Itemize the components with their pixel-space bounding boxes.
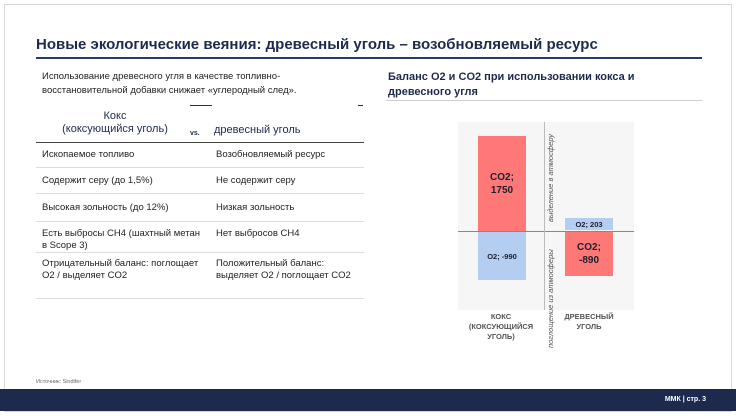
bar-label-coke-co2: CO2; 1750 (490, 171, 514, 196)
bar-coke-co2 (478, 136, 526, 231)
zero-axis (458, 231, 634, 232)
intro-text: Использование древесного угля в качестве топливно-восстановительной добавки снижает «углеродный след». (42, 71, 297, 96)
table-row-rule (36, 221, 364, 222)
table-row-rule (36, 298, 364, 299)
table-cell-wood: Положительный баланс: выделяет O2 / поглощает CO2 (216, 258, 351, 281)
lower-axis-label: поглощение из атмосферы (546, 249, 555, 348)
table-cell-coke: Отрицательный баланс: поглощает O2 / выделяет CO2 (42, 258, 199, 281)
coke-header-line1: Кокс (103, 110, 127, 122)
divider-short (358, 105, 363, 106)
category-label-wood (549, 312, 629, 332)
title-divider (36, 57, 702, 59)
wood-column-header: древесный уголь (214, 124, 301, 136)
chart-title-rule (386, 100, 702, 101)
table-header-rule (36, 142, 364, 143)
coke-header-line2: (коксующийся уголь) (62, 123, 168, 135)
upper-axis-label: выделение в атмосферу (546, 133, 555, 222)
table-cell-coke: Высокая зольность (до 12%) (42, 202, 169, 213)
category-label-line: УГОЛЬ) (487, 332, 515, 341)
bar-label-wood-o2: O2; 203 (575, 219, 603, 229)
category-label-line: ДРЕВЕСНЫЙ (564, 312, 614, 321)
vs-label: vs. (190, 130, 200, 137)
table-cell-wood: Нет выбросов CH4 (216, 228, 300, 239)
source-note: Источник: Sindifer (36, 379, 82, 385)
table-row-rule (36, 252, 364, 253)
bar-label-wood-co2: CO2; -890 (577, 242, 601, 266)
footer-page-label: ММК | стр. 3 (664, 396, 706, 403)
table-cell-coke: Есть выбросы CH4 (шахтный метан в Scope 3) (42, 228, 201, 251)
category-label-line: КОКС (490, 312, 512, 321)
table-cell-coke: Содержит серу (до 1,5%) (42, 175, 153, 186)
table-row-rule (36, 167, 364, 168)
table-cell-wood: Не содержит серу (216, 175, 296, 186)
footer-bar (0, 389, 736, 411)
bar-coke-o2 (478, 232, 526, 280)
coke-column-header (40, 110, 190, 136)
bar-label-coke-o2: O2; -990 (487, 251, 517, 261)
table-cell-coke: Ископаемое топливо (42, 149, 135, 160)
category-label-coke (458, 312, 544, 342)
bar-wood-co2 (565, 232, 613, 276)
category-label-line: (КОКСУЮЩИЙСЯ (468, 322, 534, 331)
category-divider (544, 122, 545, 310)
table-cell-wood: Возобновляемый ресурс (216, 149, 326, 160)
divider-short (190, 105, 212, 106)
category-label-line: УГОЛЬ (576, 322, 602, 331)
table-cell-wood: Низкая зольность (216, 202, 295, 213)
page-title: Новые экологические веяния: древесный уголь – возобновляемый ресурс (36, 36, 598, 53)
table-row-rule (36, 193, 364, 194)
bar-wood-o2 (565, 218, 613, 230)
chart-title: Баланс O2 и CO2 при использовании кокса и древесного угля (388, 71, 635, 98)
